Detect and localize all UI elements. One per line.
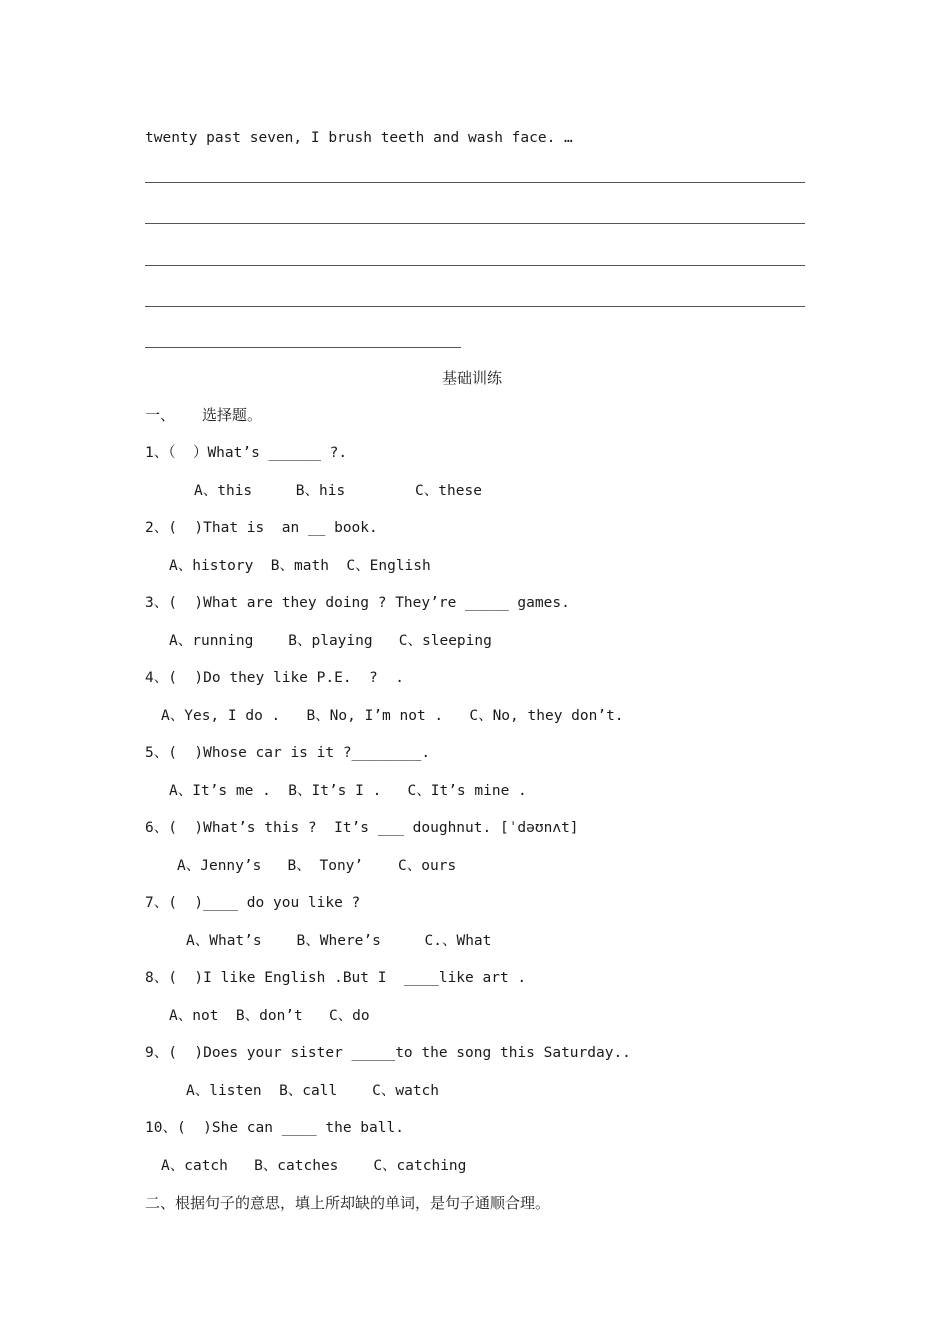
question-4-options: A、Yes, I do . B、No, I’m not . C、No, they don’t. [161,708,624,724]
part1-number: 一、 [145,406,176,424]
answer-line-3 [145,265,805,266]
question-1-options: A、this B、his C、these [194,483,482,499]
part2-title: 二、根据句子的意思，填上所却缺的单词，是句子通顺合理。 [145,1194,551,1212]
question-8-options: A、not B、don’t C、do [169,1008,370,1024]
question-9-stem: 9、( )Does your sister _____to the song this Saturday.. [145,1045,631,1061]
answer-line-2 [145,223,805,224]
part1-title: 选择题。 [202,406,263,424]
question-3-stem: 3、( )What are they doing ? They’re _____ games. [145,595,570,611]
question-6-stem: 6、( )What’s this ? It’s ___ doughnut. [ˈdəʊnʌt] [145,820,579,836]
question-9-options: A、listen B、call C、watch [186,1083,440,1099]
question-10-options: A、catch B、catches C、catching [161,1158,467,1174]
answer-line-4 [145,306,805,307]
section-title: 基础训练 [442,369,503,387]
question-6-options: A、Jenny’s B、 Tony’ C、ours [177,858,457,874]
question-2-options: A、history B、math C、English [169,558,431,574]
question-7-stem: 7、( )____ do you like ? [145,895,361,911]
question-5-options: A、It’s me . B、It’s I . C、It’s mine . [169,783,527,799]
question-4-stem: 4、( )Do they like P.E. ? . [145,670,404,686]
question-8-stem: 8、( )I like English .But I ____like art . [145,970,527,986]
question-5-stem: 5、( )Whose car is it ?________. [145,745,431,761]
question-3-options: A、running B、playing C、sleeping [169,633,492,649]
question-2-stem: 2、( )That is an __ book. [145,520,378,536]
answer-line-5 [145,347,461,348]
question-10-stem: 10、( )She can ____ the ball. [145,1120,404,1136]
intro-text: twenty past seven, I brush teeth and wash face. … [145,130,573,146]
answer-line-1 [145,182,805,183]
question-1-stem: 1、（ ）What’s ______ ?. [145,445,348,461]
question-7-options: A、What’s B、Where’s C.、What [186,933,492,949]
